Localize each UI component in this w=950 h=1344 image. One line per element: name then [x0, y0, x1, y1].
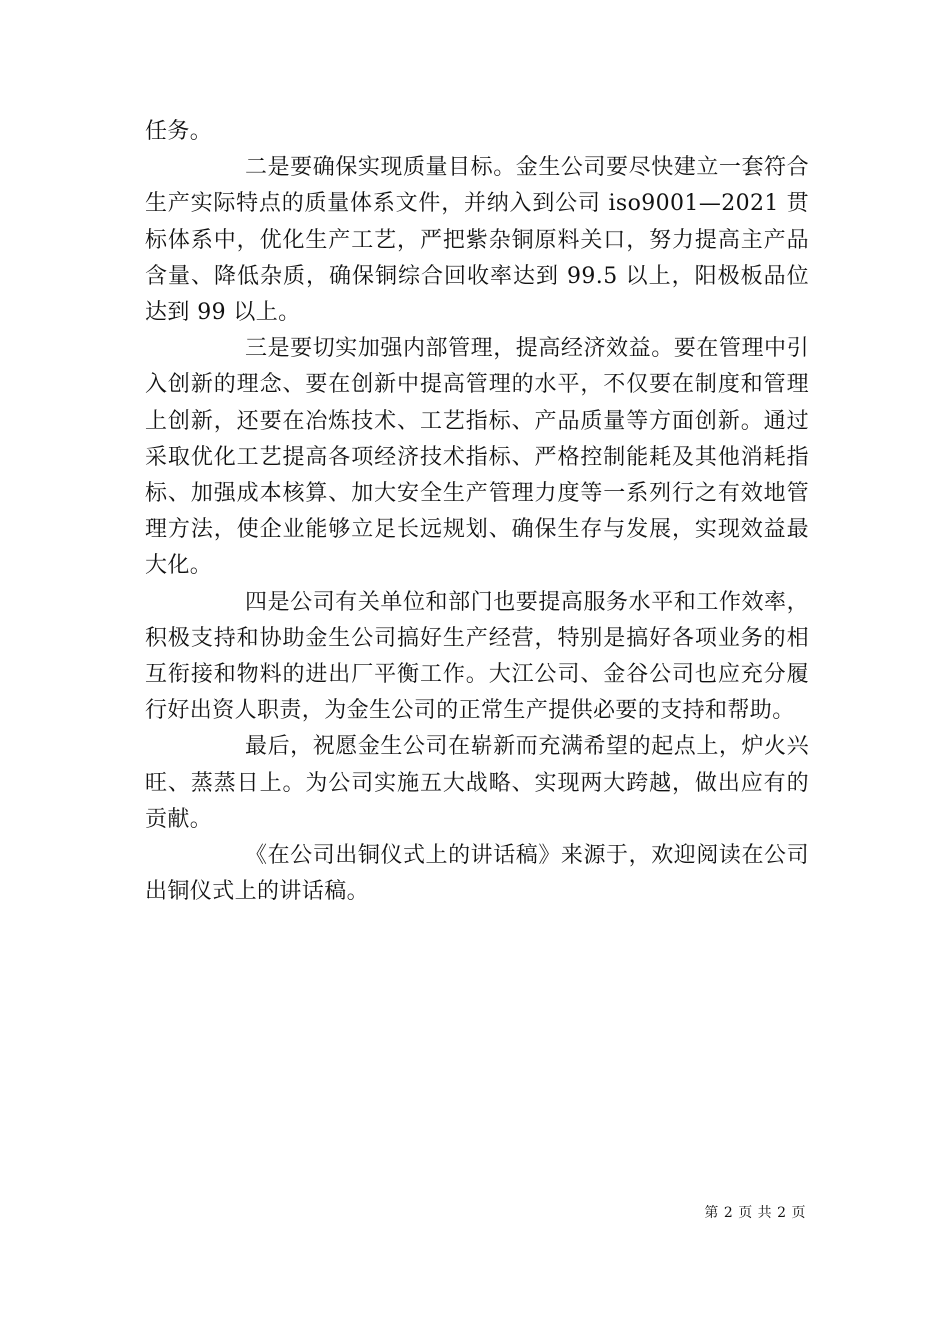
paragraph-continuation: 任务。 [145, 119, 213, 144]
document-body [145, 114, 809, 910]
paragraph-quality-target: 二是要确保实现质量目标。金生公司要尽快建立一套符合生产实际特点的质量体系文件，并纳入到公司 iso9001—2021 贯标体系中，优化生产工艺，严把紫杂铜原料关口，努力提高主产品含量、降低杂质，确保铜综合回收率达到 99.5 以上，阳极板品位达到 99 以上。 [145, 155, 809, 326]
paragraph-source-note: 《在公司出铜仪式上的讲话稿》来源于，欢迎阅读在公司出铜仪式上的讲话稿。 [145, 843, 809, 905]
page-number: 第 2 页 共 2 页 [704, 1205, 806, 1221]
paragraph-service-support: 四是公司有关单位和部门也要提高服务水平和工作效率，积极支持和协助金生公司搞好生产经营，特别是搞好各项业务的相互衔接和物料的进出厂平衡工作。大江公司、金谷公司也应充分履行好出资人职责，为金生公司的正常生产提供必要的支持和帮助。 [145, 589, 809, 724]
paragraph-internal-management: 三是要切实加强内部管理，提高经济效益。要在管理中引入创新的理念、要在创新中提高管理的水平，不仅要在制度和管理上创新，还要在冶炼技术、工艺指标、产品质量等方面创新。通过采取优化工艺提高各项经济技术指标、严格控制能耗及其他消耗指标、加强成本核算、加大安全生产管理力度等一系列行之有效地管理方法，使企业能够立足长远规划、确保生存与发展，实现效益最大化。 [145, 336, 809, 579]
paragraph-closing-wishes: 最后，祝愿金生公司在崭新而充满希望的起点上，炉火兴旺、蒸蒸日上。为公司实施五大战略、实现两大跨越，做出应有的贡献。 [145, 734, 809, 832]
